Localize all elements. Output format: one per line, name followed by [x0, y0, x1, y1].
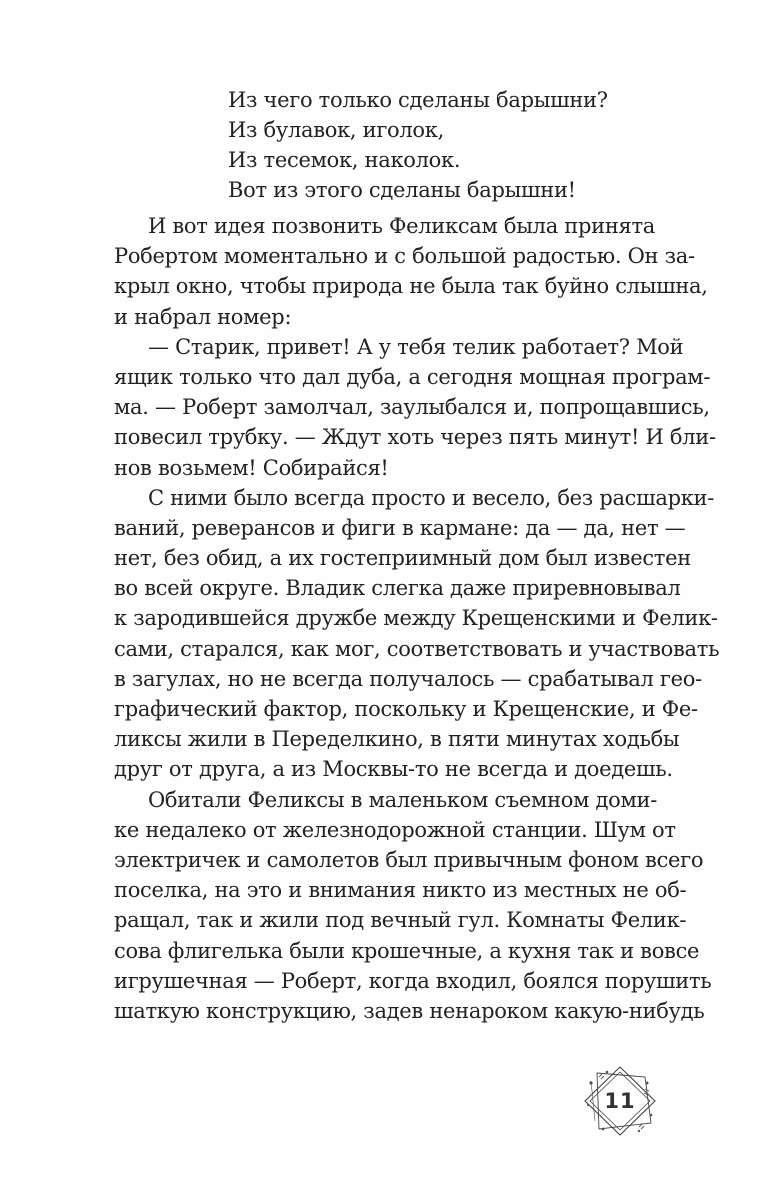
text-line: ваний, реверансов и фиги в кармане: да — да, нет —	[114, 515, 686, 540]
text-line: — Старик, привет! А у тебя телик работает? Мой	[148, 334, 684, 359]
text-line: крыл окно, чтобы природа не была так буйно слышна,	[114, 274, 708, 299]
text-line: ликсы жили в Переделкино, в пяти минутах ходьбы	[114, 727, 680, 752]
text-line: электричек и самолетов был привычным фоном всего	[114, 847, 704, 872]
text-line: И вот идея позвонить Феликсам была принята	[148, 214, 656, 238]
text-line: нет, без обид, а их гостеприимный дом был известен	[114, 546, 691, 571]
poem-line: Из тесемок, наколок.	[228, 148, 461, 172]
epigraph-poem	[228, 85, 648, 205]
page-number-badge	[581, 1063, 659, 1139]
text-line: Робертом моментально и с большой радостью. Он за-	[114, 244, 695, 269]
text-line: повесил трубку. — Ждут хоть через пять минут! И бли-	[114, 425, 716, 450]
poem-line: Вот из этого сделаны барышни!	[228, 178, 576, 202]
text-line: и набрал номер:	[114, 304, 292, 329]
poem-line: Из булавок, иголок,	[228, 118, 444, 142]
text-line: нов возьмем! Собирайся!	[114, 455, 389, 480]
text-line: С ними было всегда просто и весело, без расшарки-	[148, 485, 715, 510]
text-line: в загулах, но не всегда получалось — срабатывал гео-	[114, 666, 702, 691]
text-line: к зародившейся дружбе между Крещенскими и Фелик-	[114, 606, 718, 631]
poem-line: Из чего только сделаны барышни?	[228, 88, 608, 112]
text-line: сами, старался, как мог, соответствовать и участвовать	[114, 636, 720, 661]
text-line: ма. — Роберт замолчал, заулыбался и, попрощавшись,	[114, 395, 710, 420]
text-line: сова флигелька были крошечные, а кухня так и вовсе	[114, 938, 700, 963]
text-line: игрушечная — Роберт, когда входил, боялся порушить	[114, 968, 712, 993]
text-line: ящик только что дал дуба, а сегодня мощная програм-	[114, 364, 711, 389]
text-line: шаткую конструкцию, задев ненароком какую-нибудь	[114, 998, 705, 1023]
text-line: Обитали Феликсы в маленьком съемном доми-	[148, 787, 658, 812]
text-line: графический фактор, поскольку и Крещенские, и Фе-	[114, 697, 698, 721]
text-line: ке недалеко от железнодорожной станции. Шум от	[114, 817, 676, 842]
text-line: друг от друга, а из Москвы-то не всегда и доедешь.	[114, 757, 673, 782]
text-line: ращал, так и жили под вечный гул. Комнаты Фелик-	[114, 908, 687, 933]
text-line: во всей округе. Владик слегка даже приревновывал	[114, 576, 681, 601]
page-number: 11	[604, 1089, 636, 1113]
body-text	[114, 211, 720, 1026]
text-line: поселка, на это и внимания никто из местных не об-	[114, 878, 687, 903]
